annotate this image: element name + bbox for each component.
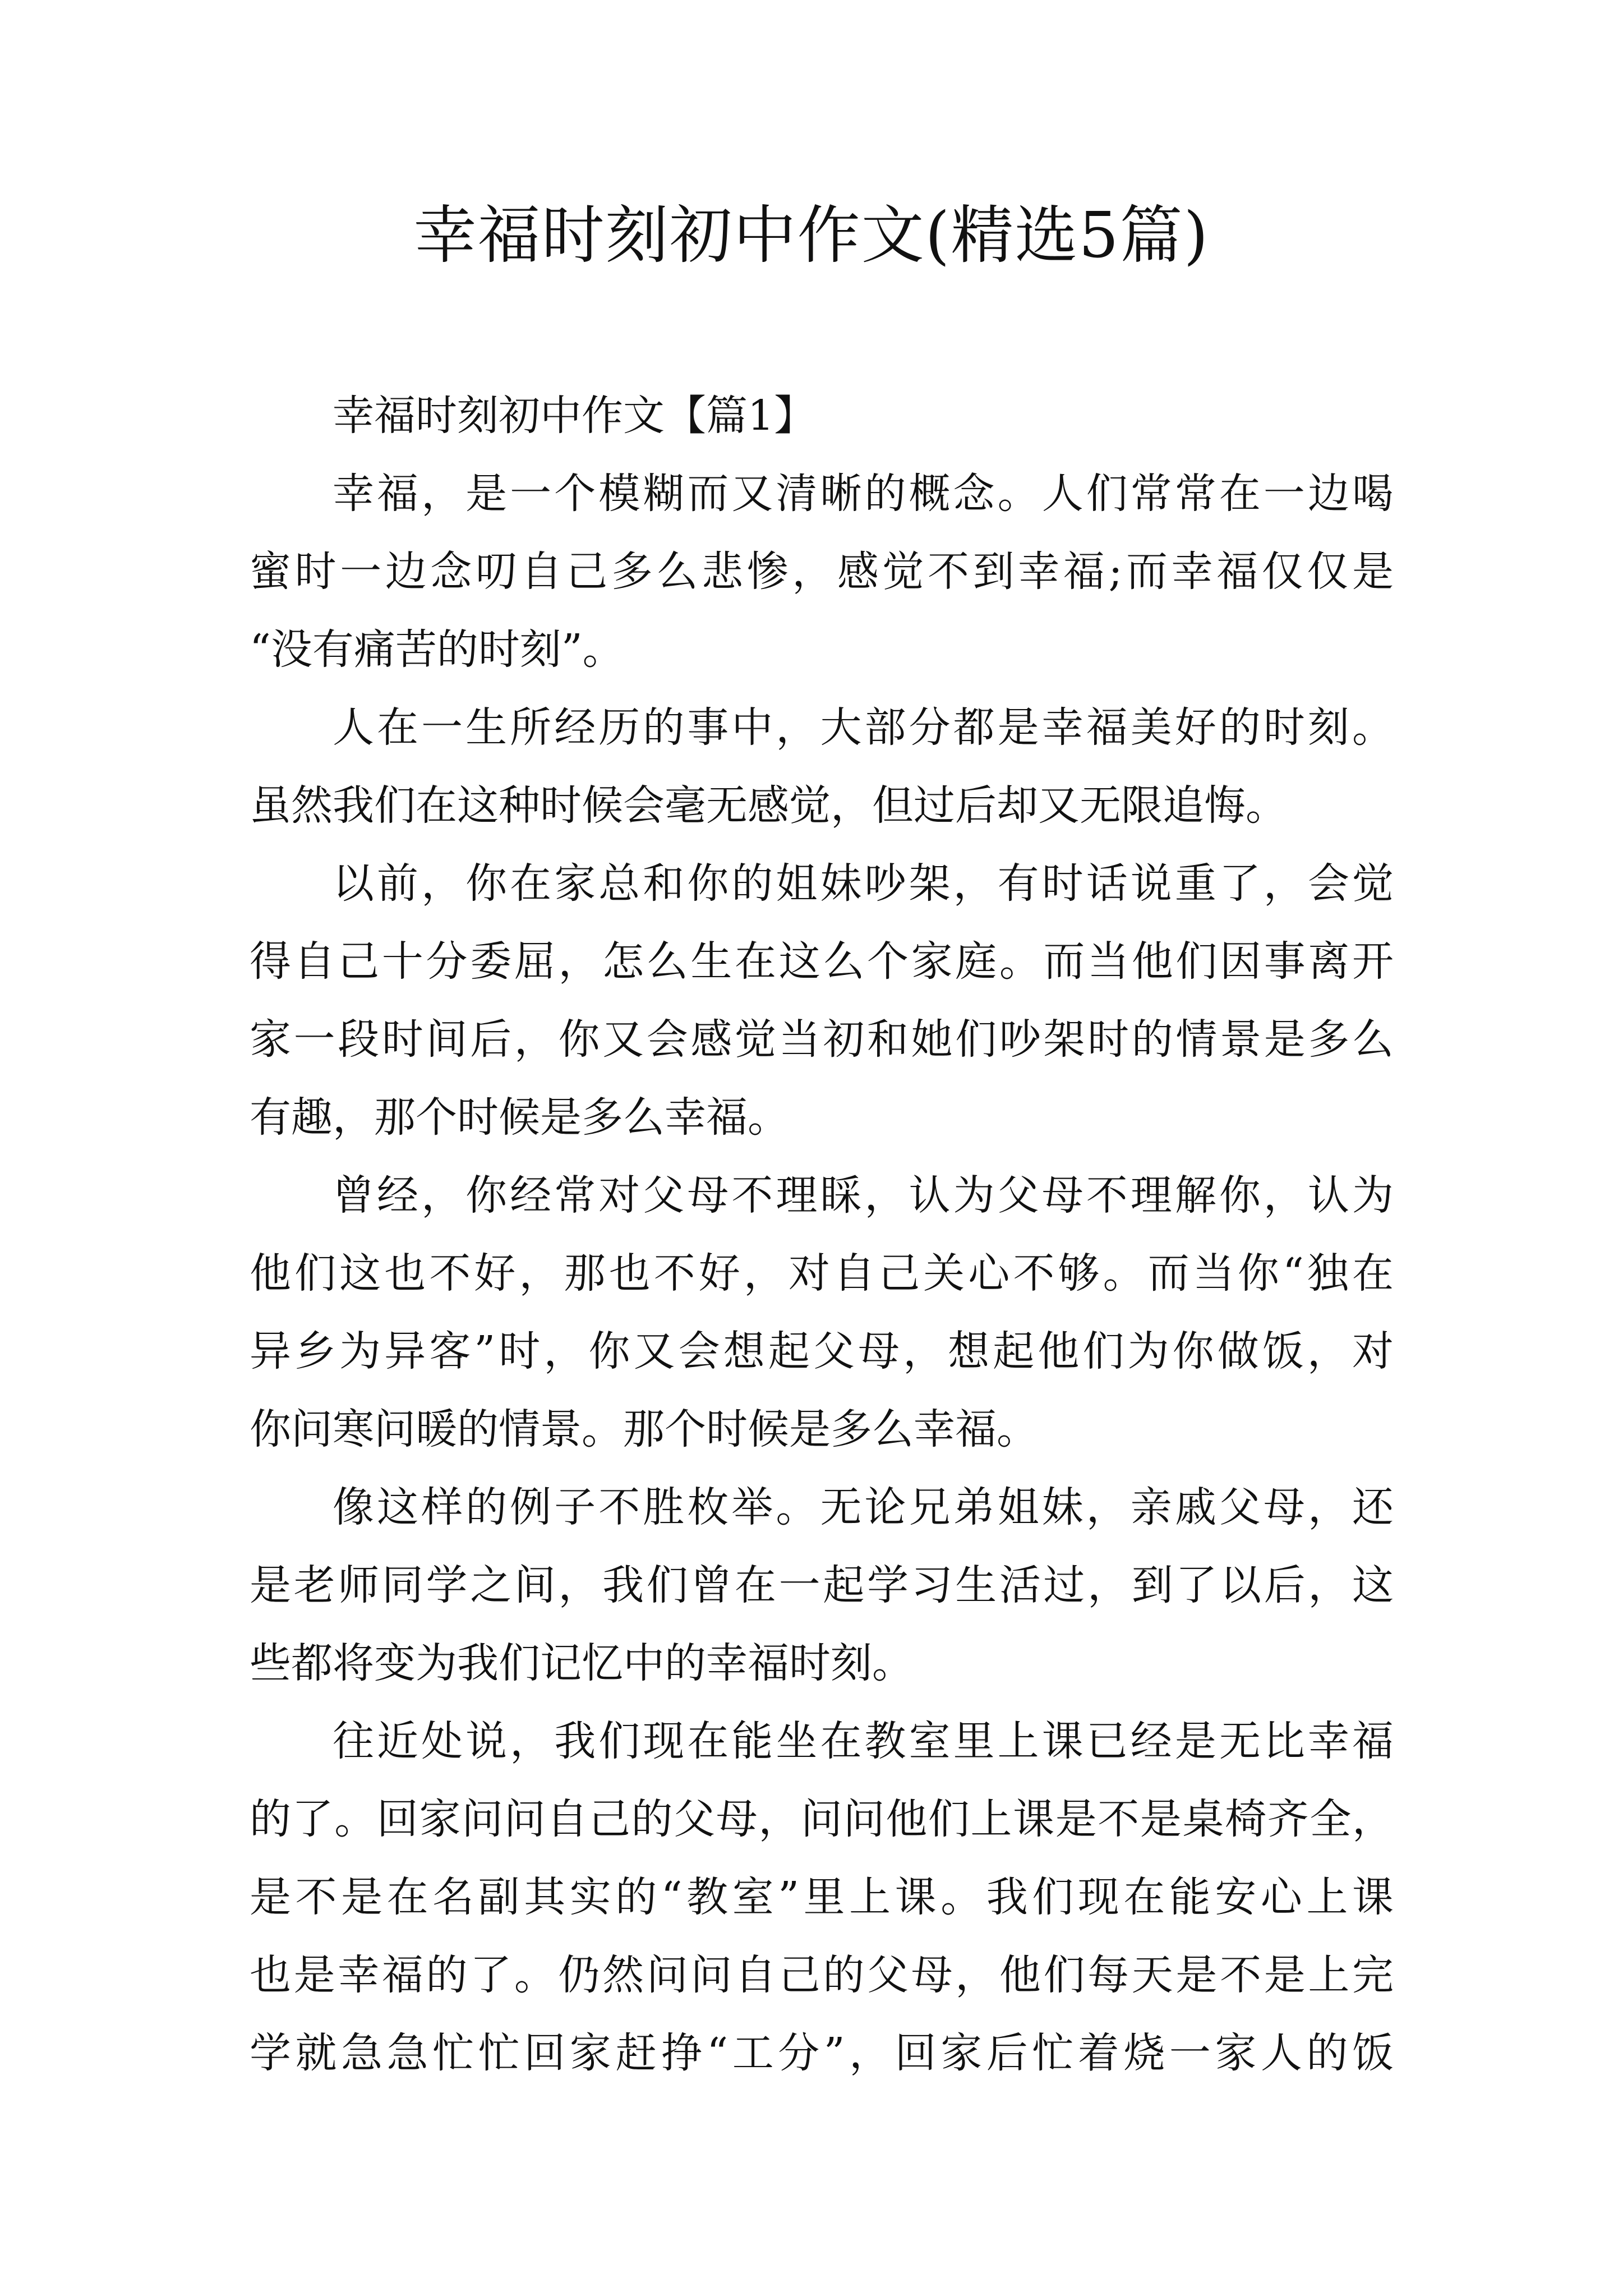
text-line: 蜜时一边念叨自己多么悲惨，感觉不到幸福;而幸福仅仅是 (250, 547, 1394, 596)
text-line: 虽然我们在这种时候会毫无感觉，但过后却又无限追悔。 (250, 781, 1287, 830)
text-line: 家一段时间后，你又会感觉当初和她们吵架时的情景是多么 (250, 1015, 1394, 1064)
text-line: 是不是在名副其实的“教室”里上课。我们现在能安心上课 (250, 1873, 1394, 1921)
text-line: 幸福时刻初中作文【篇1】 (333, 392, 816, 440)
text-line: 曾经，你经常对父母不理睬，认为父母不理解你，认为 (333, 1171, 1394, 1220)
text-line: 些都将变为我们记忆中的幸福时刻。 (250, 1639, 914, 1687)
text-line: 以前，你在家总和你的姐妹吵架，有时话说重了，会觉 (333, 859, 1394, 908)
text-line: 的了。回家问问自己的父母，问问他们上课是不是桌椅齐全， (250, 1795, 1394, 1843)
text-line: 幸福，是一个模糊而又清晰的概念。人们常常在一边喝 (333, 470, 1394, 518)
text-line: 异乡为异客”时，你又会想起父母，想起他们为你做饭，对 (250, 1327, 1394, 1375)
text-line: 也是幸福的了。仍然问问自己的父母，他们每天是不是上完 (250, 1951, 1394, 1999)
text-line: “没有痛苦的时刻”。 (250, 625, 624, 674)
text-line: 人在一生所经历的事中，大部分都是幸福美好的时刻。 (333, 703, 1394, 752)
text-line: 往近处说，我们现在能坐在教室里上课已经是无比幸福 (333, 1717, 1394, 1765)
text-line: 学就急急忙忙回家赶挣“工分”，回家后忙着烧一家人的饭 (250, 2029, 1394, 2077)
text-line: 是老师同学之间，我们曾在一起学习生活过，到了以后，这 (250, 1561, 1394, 1609)
document-body (250, 377, 1394, 2092)
document-title: 幸福时刻初中作文(精选5篇) (413, 199, 1210, 272)
text-line: 像这样的例子不胜枚举。无论兄弟姐妹，亲戚父母，还 (333, 1483, 1394, 1531)
text-line: 他们这也不好，那也不好，对自己关心不够。而当你“独在 (250, 1249, 1394, 1297)
text-line: 有趣，那个时候是多么幸福。 (250, 1093, 789, 1142)
text-line: 你问寒问暖的情景。那个时候是多么幸福。 (250, 1405, 1038, 1453)
text-line: 得自己十分委屈，怎么生在这么个家庭。而当他们因事离开 (250, 937, 1394, 986)
